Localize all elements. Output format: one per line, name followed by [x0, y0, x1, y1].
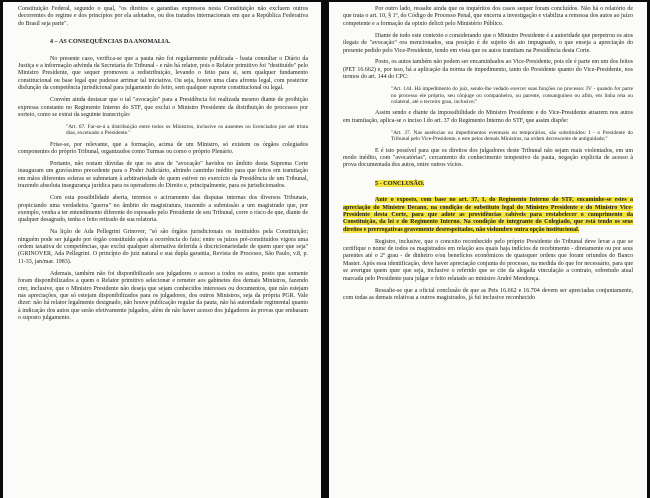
paragraph: Posto, os autos também não podem ser encaminhados ao Vice-Presidente, pois ele é parte em um dos feitos (PET 16.662) e, por isso, há a aplicação da norma de impedimento, tanto do Presidente quanto do Vice-Presidente, nos termos do art. 144 do CPC: — [343, 59, 633, 81]
paragraph: Portanto, não restam dúvidas de que os atos de "avocação" havidos no âmbito desta Suprema Corte inauguram um gravíssimo precedente para o Poder Judiciário, abrindo caminho inédito para que feitos em tramitação em mãos diferentes esferas se submetam à arbitrariedade de quem estiver no exercício da Presidência de um Tribunal, trazendo absoluta insegurança jurídica para os operadores do Direito e, principalmente, para os jurisdicionados. — [18, 161, 308, 190]
paragraph: No presente caso, verifica-se que a pauta não foi regularmente publicada - basta consultar o Diário da Justiça e a informação advinda da Secretaria do Tribunal - e não há relator, pois o Relator primitivo foi "destituído" pelo Ministro Presidente, que sequer promoveu a redistribuição, levando o feito para si, sem qualquer fundamento constitucional ou base legal que pudesse arrimar tal iniciativa. Ou seja, houve uma clara afronta legal, com posterior disfunção da competência jurisdicional para julgamento do feito, sem qualquer suporte constitucional ou legal. — [18, 55, 308, 92]
paragraph: Convém ainda destacar que o tal "avocação" para a Presidência foi realizada mesmo diante de proibição expressa constante no Regimento Interno do STF, que exclui o Ministro Presidente da distribuição de processos por sorteio, como se extrai da seguinte transcrição: — [18, 97, 308, 118]
paragraph: Na lição de Ada Pellegrini Grinover, "só são órgãos jurisdicionais os instituídos pela Constituição; ninguém pode ser julgado por órgão constituído após a ocorrência do fato; entre os juízes pré-constituídos vigora uma ordem taxativa de competências, que exclui qualquer alternativa deferida à discricionariedade de quem quer que seja" (GRINOVER, Ada Pellegrini. O princípio do juiz natural e sua dupla garantia, Revista de Processo, São Paulo, v.8, p. 11-33, jan/mar. 1983). — [18, 229, 308, 265]
paragraph: Ademais, também não foi disponibilizado aos julgadores o acesso a todos os autos, posto que somente foram disponibilizados a quem o Relator primitivo selecionar e remeter aos gabinetes dos demais Ministros, fazendo crer, inclusive, que o Ministro Presidente não deseja que sejam conhecidos interesses ou documentos, que não estejam nas apreciações, que só estejam disponibilizados para os julgadores, dos outros Ministros, seja da própria PGR. Vale dizer: não há relator legalmente designado, não houve publicação regular da pauta, não há autoridade regimental quanto à indicação dos autos que serão efetivamente julgados, além de não haver acesso dos julgadores às provas que embasam o suposto julgamento. — [18, 270, 308, 322]
paragraph: Constituição Federal, segundo o qual, "os direitos e garantias expressos nesta Constituição não excluem outros decorrentes do regime e dos princípios por ela adotados, ou dos tratados internacionais em que a República Federativa do Brasil seja parte". — [18, 6, 308, 27]
paragraph: Ressalte-se que a oficial conclusão de que as Pets 16.662 e 16.704 devem ser apreciadas conjuntamente, com todas as demais relativas a outros magistrados, já fui inclusive reconhecido — [343, 287, 633, 301]
document-page-left — [3, 2, 321, 498]
block-quote: "Art. 67. Far-se-á a distribuição entre todos os Ministros, inclusive os ausentes ou licenciados por até trinta dias, excetuado o Presidente." — [66, 123, 308, 137]
highlighted-text: Ante o exposto, com base no art. 37, I, do Regimento Interno do STF, encaminhe-se estes a apreciação do Ministro Decano, na condição de substituto legal do Ministro Presidente e do Ministro Vice-Presidente desta Corte, para que adote as providências cabíveis para restabelecer o cumprimento da Constituição, da lei e do Regimento Interno. Na condição de integrante do Colegiado, que está tendo os seus direitos e prerrogativas gravemente desrespeitados, não vislumbro outra opção institucional. — [343, 197, 633, 233]
section-heading: 4 – AS CONSEQUÊNCIAS DA ANOMALIA. — [50, 38, 171, 46]
paragraph: Assim sendo e diante da impossibilidade do Ministro Presidente e do Vice-Presidente atuarem nos autos em tramitação, aplica-se o inciso I do art. 37 do Regimento Interno do STF, que assim dispõe: — [343, 110, 633, 124]
paragraph: Com esta possibilidade aberta, teremos o acirramento das disputas internas dos diversos Tribunais, propiciando uma verdadeira "guerra" no âmbito do magistratura, trazendo a submissão a um magistrado que, por exemplo, venha a ter entendimento diferente do esposado pelo Presidente de seu Tribunal, corre o risco de que, diante de qualquer desagrado, tenha o feito retirado de sua relatoria. — [18, 195, 308, 224]
paragraph — [343, 197, 633, 234]
paragraph: E é isto possível para que os direitos dos julgadores deste Tribunal não sejam mais violentados, em um modo inédito, com "avocatórias", cercamento do conhecimento tempestivo da pauta, negação explicita de acesso à prova documentada dos autos, entre outros vícios. — [343, 147, 633, 169]
block-quote: "Art. 144. Há impedimento do juiz, sendo-lhe vedado exercer suas funções no processo: IV - quando for parte no processo ele próprio, seu cônjuge ou companheiro, ou parente, consanguíneo ou afim, em linha reta ou colateral, até o terceiro grau, inclusive;" — [391, 86, 633, 105]
paragraph: Frise-se, por relevante, que a formação, acima de um Ministro, só existem os órgãos colegiados componentes do próprio Tribunal, organizados como Turmas ou como o próprio Plenário. — [18, 141, 308, 156]
paragraph: Por outro lado, ressalte ainda que os inquéritos dos casos sequer foram concluídos. Não há o relatório de que trata o art. 10, § 1º, do Código de Processo Penal, que encerra a investigação e viabiliza a remessa dos autos ao juízo competente e a formação da opinio delicti pelo Ministério Público. — [343, 6, 633, 27]
heading-highlight: 5 - CONCLUSÃO. — [375, 179, 425, 187]
document-page-right — [329, 2, 647, 498]
block-quote: "Art. 37. Nas ausências ou impedimentos eventuais ou temporários, são substituídos: I - o Presidente do Tribunal pelo Vice-Presidente, e este pelos demais Ministros, na ordem decrescente de antiguidade;" — [391, 129, 633, 143]
paragraph: Diante de todo este contexto e considerando que o Ministro Presidente é a autoridade que perpetrou os atos ilegais de "avocação" ora mencionados, sua posição é de sujeito do ato impugnado, o que enseja a apreciação do presente pedido pelo Vice-Presidente, tendo em vista que os autos tramitam na Presidência desta Corte. — [343, 32, 633, 54]
paragraph: Registro, inclusive, que o conceito reconhecido pelo próprio Presidente do Tribunal deve levar a que se certifique o nome de todos os magistrados em relação aos quais haja indícios de recebimento - diretamente ou por seus parentes até o 2º grau - de dinheiro e/ou benefícios econômicos de quaisquer ordens que foram oriundos do Banco Master. Após essa identificação, deve haver apreciação conjunta do processo, na medida do que for necessário, para que se averigue quem quer que seja, inclusive o referido que se cite da alegada vinculação a contrato, sobretudo atual marcada pelo Presidente para julgar o feito relatado ao ministro André Mendonça. — [343, 238, 633, 282]
section-heading — [375, 180, 633, 187]
